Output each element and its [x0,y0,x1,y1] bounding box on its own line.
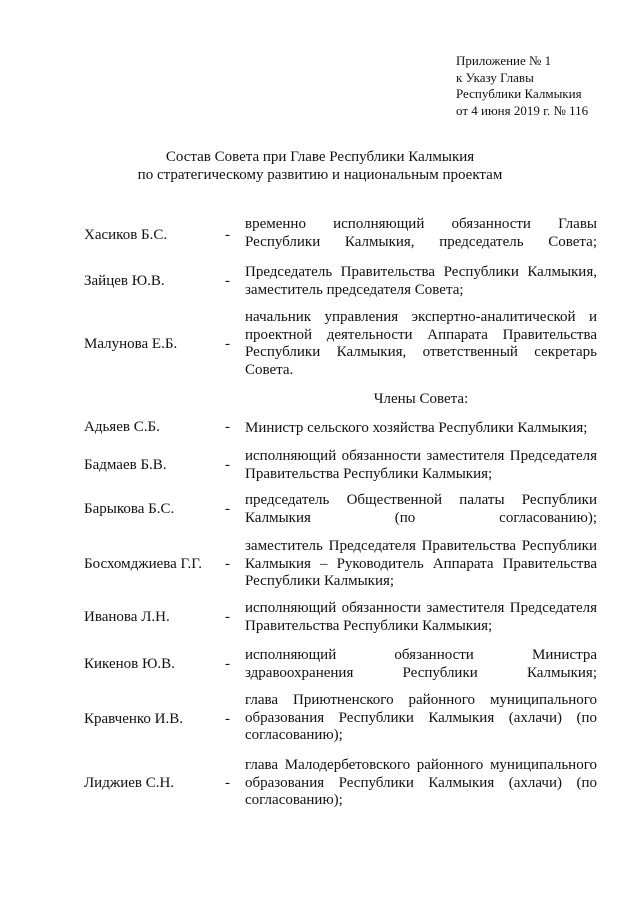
member-name: Бадмаев Б.В. [84,457,167,473]
member-description: глава Приютненского районного муниципального образования Республики Калмыкия (ахлачи) (по согласованию); [245,692,597,743]
title-line: по стратегическому развитию и национальным проектам [137,167,503,183]
member-description: Председатель Правительства Республики Калмыкия, заместитель председателя Совета; [245,264,597,298]
member-description: заместитель Председателя Правительства Республики Калмыкия – Руководитель Аппарата Правительства Республики Калмыкия; [245,538,597,589]
member-description: исполняющий обязанности Министра здравоохранения Республики Калмыкия; [245,647,597,681]
appendix-line: от 4 июня 2019 г. № 116 [456,102,589,118]
title-line: Состав Совета при Главе Республики Калмыкия [165,149,475,165]
member-name: Малунова Е.Б. [84,336,178,352]
separator-dash: - [225,609,230,625]
member-description: председатель Общественной палаты Республики Калмыкия (по согласованию); [245,492,597,526]
separator-dash: - [225,336,230,352]
member-name: Лиджиев С.Н. [84,775,175,791]
separator-dash: - [225,556,230,572]
member-description: исполняющий обязанности заместителя Председателя Правительства Республики Калмыкия; [245,600,597,634]
separator-dash: - [225,419,230,435]
member-description: Министр сельского хозяйства Республики Калмыкия; [245,420,588,436]
member-name: Зайцев Ю.В. [84,273,165,289]
member-description: начальник управления экспертно-аналитической и проектной деятельности Аппарата Правительства Республики Калмыкия, ответственный секретарь Совета. [245,309,597,378]
separator-dash: - [225,457,230,473]
member-description: исполняющий обязанности заместителя Председателя Правительства Республики Калмыкия; [245,448,597,482]
member-name: Барыкова Б.С. [84,501,175,517]
members-heading: Члены Совета: [373,391,469,407]
member-name: Кикенов Ю.В. [84,656,175,672]
member-name: Босхомджиева Г.Г. [84,556,203,572]
appendix-line: к Указу Главы [456,69,534,85]
appendix-line: Республики Калмыкия [456,86,582,101]
member-name: Иванова Л.Н. [84,609,170,625]
member-name: Кравченко И.В. [84,711,184,727]
appendix-header [456,53,588,119]
separator-dash: - [225,273,230,289]
appendix-line: Приложение № 1 [456,53,552,68]
separator-dash: - [225,656,230,672]
separator-dash: - [225,501,230,517]
member-description: временно исполняющий обязанности Главы Республики Калмыкия, председатель Совета; [245,216,597,250]
separator-dash: - [225,775,230,791]
document-title [0,148,640,184]
member-name: Хасиков Б.С. [84,227,168,243]
member-description: глава Малодербетовского районного муниципального образования Республики Калмыкия (ахлачи) (по согласованию); [245,757,597,808]
separator-dash: - [225,711,230,727]
member-name: Адьяев С.Б. [84,419,160,435]
separator-dash: - [225,227,230,243]
